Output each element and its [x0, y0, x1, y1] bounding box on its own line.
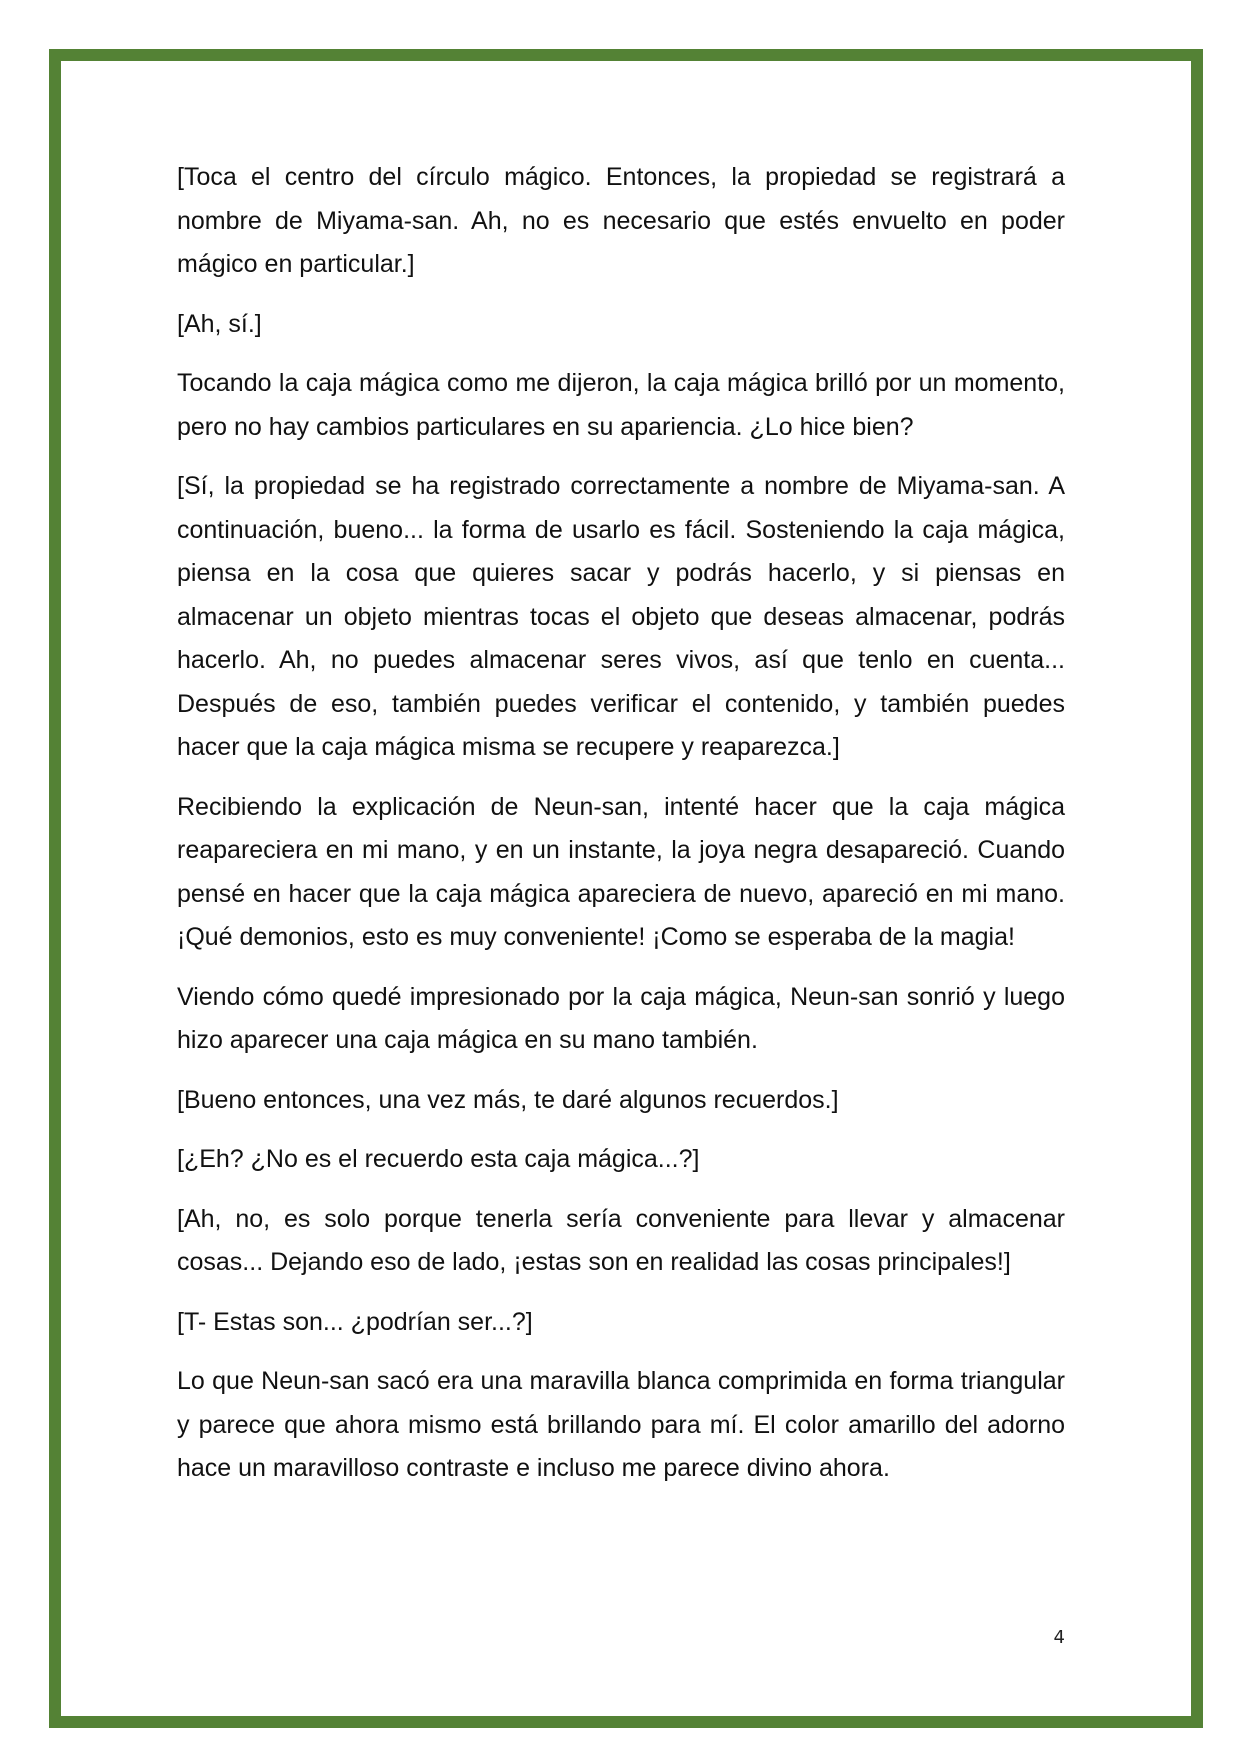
paragraph-4: [Sí, la propiedad se ha registrado correctamente a nombre de Miyama-san. A continuación, bueno... la forma de usarlo es fácil. Sosteniendo la caja mágica, piensa en la cosa que quieres sacar y podrás hacerlo, y si piensas en almacenar un objeto mientras tocas el objeto que deseas almacenar, podrás hacerlo. Ah, no puedes almacenar seres vivos, así que tenlo en cuenta... Después de eso, también puedes verificar el contenido, y también puedes hacer que la caja mágica misma se recupere y reaparezca.]: [177, 472, 1065, 761]
paragraph-6: Viendo cómo quedé impresionado por la caja mágica, Neun-san sonrió y luego hizo aparecer una caja mágica en su mano también.: [177, 982, 1065, 1054]
page-body: [177, 156, 1065, 1507]
paragraph-8: [¿Eh? ¿No es el recuerdo esta caja mágica...?]: [177, 1145, 700, 1173]
paragraph-9: [Ah, no, es solo porque tenerla sería conveniente para llevar y almacenar cosas... Dejando eso de lado, ¡estas son en realidad las cosas principales!]: [177, 1204, 1065, 1276]
paragraph-11: Lo que Neun-san sacó era una maravilla blanca comprimida en forma triangular y parece que ahora mismo está brillando para mí. El color amarillo del adorno hace un maravilloso contraste e incluso me parece divino ahora.: [177, 1367, 1065, 1482]
paragraph-5: Recibiendo la explicación de Neun-san, intenté hacer que la caja mágica reapareciera en mi mano, y en un instante, la joya negra desapareció. Cuando pensé en hacer que la caja mágica apareciera de nuevo, apareció en mi mano. ¡Qué demonios, esto es muy conveniente! ¡Como se esperaba de la magia!: [177, 792, 1065, 951]
paragraph-2: [Ah, sí.]: [177, 309, 262, 338]
paragraph-10: [T- Estas son... ¿podrían ser...?]: [177, 1307, 533, 1336]
page-number: 4: [1053, 1627, 1065, 1648]
paragraph-3: Tocando la caja mágica como me dijeron, la caja mágica brilló por un momento, pero no hay cambios particulares en su apariencia. ¿Lo hice bien?: [177, 369, 1065, 441]
paragraph-7: [Bueno entonces, una vez más, te daré algunos recuerdos.]: [177, 1085, 839, 1114]
paragraph-1: [Toca el centro del círculo mágico. Entonces, la propiedad se registrará a nombre de Miyama-san. Ah, no es necesario que estés envuelto en poder mágico en particular.]: [177, 163, 1065, 278]
